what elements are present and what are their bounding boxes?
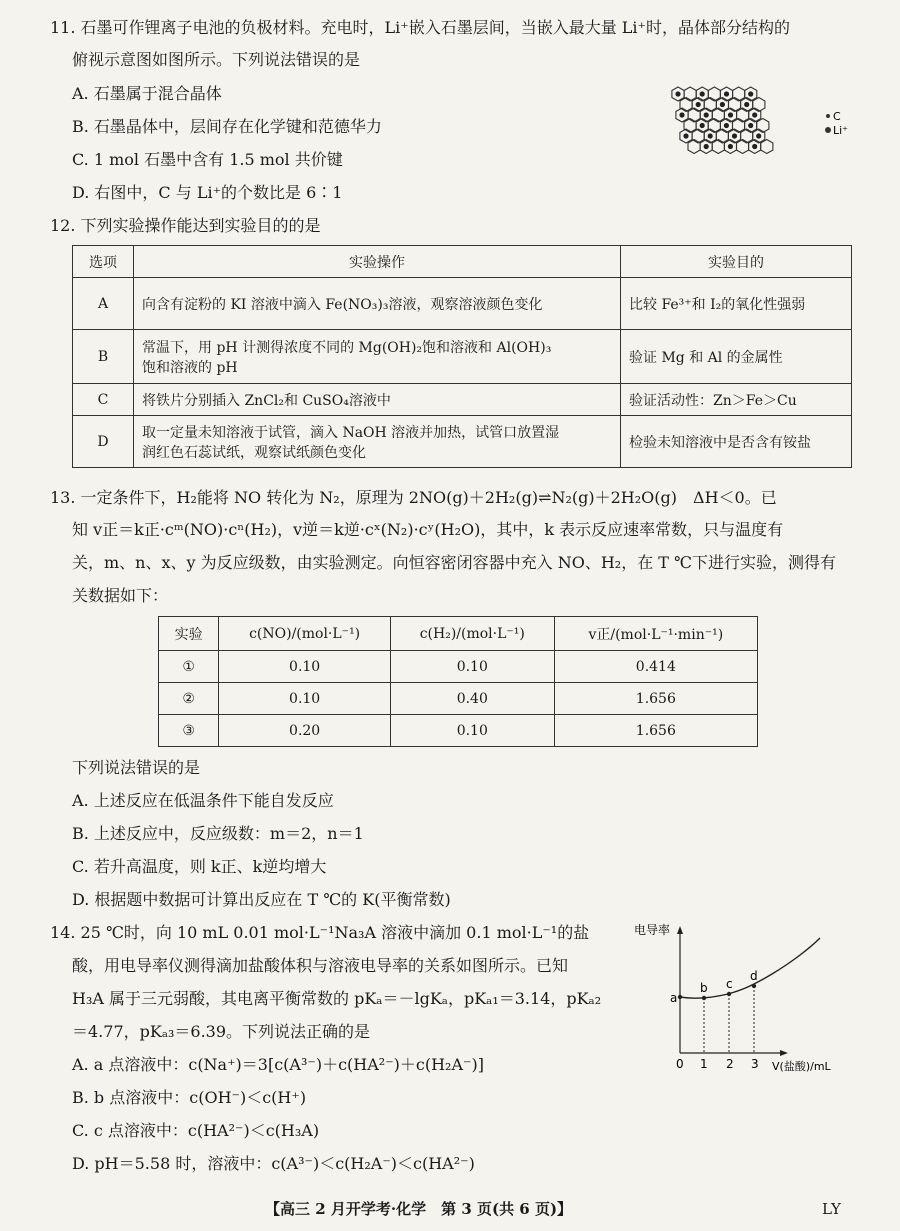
q14-option-d: D. pH＝5.58 时，溶液中：c(A³⁻)＜c(H₂A⁻)＜c(HA²⁻) [72,1154,475,1173]
q13-option-a: A. 上述反应在低温条件下能自发反应 [72,791,334,810]
q12-stem: 12. 下列实验操作能达到实验目的的是 [50,216,321,235]
x-tick-1: 1 [700,1057,708,1071]
q12-row-a-option: A [73,278,134,330]
q13-row-1-h2: 0.10 [390,651,554,683]
point-c-marker [727,992,731,996]
q12-header-goal: 实验目的 [621,246,852,278]
x-tick-2: 2 [726,1057,734,1071]
q13-row-2-no: 0.10 [219,683,391,715]
lithium-ion-dot [700,123,705,128]
q12-row-d-operation: 取一定量未知溶液于试管，滴入 NaOH 溶液并加热，试管口放置湿 [142,424,560,441]
lattice-hexagon [757,119,769,133]
lithium-ion-dot [708,133,713,138]
q13-header-no: c(NO)/(mol·L⁻¹) [219,617,391,651]
q12-row-d-operation-cell [134,416,621,468]
point-d-marker [752,984,756,988]
carbon-legend-dot [826,114,830,118]
q12-row-a [73,278,852,330]
lattice-hexagon [716,129,728,143]
q12-row-b [73,330,852,384]
lattice-hexagon [684,87,696,101]
q12-row-a-operation: 向含有淀粉的 KI 溶液中滴入 Fe(NO₃)₃溶液，观察溶液颜色变化 [134,278,621,330]
q11-option-b: B. 石墨晶体中，层间存在化学键和范德华力 [72,117,382,136]
q12-row-c-operation: 将铁片分别插入 ZnCl₂和 CuSO₄溶液中 [134,384,621,416]
q13-stem-line3: 关，m、n、x、y 为反应级数，由实验测定。向恒容密闭容器中充入 NO、H₂，在 T ℃下进行实验，测得有 [72,553,836,572]
q11-option-a: A. 石墨属于混合晶体 [72,84,222,103]
footer-code: LY [822,1200,841,1218]
lithium-ion-dot [748,123,753,128]
q13-option-d: D. 根据题中数据可计算出反应在 T ℃的 K(平衡常数) [72,890,451,909]
q13-header-exp: 实验 [159,617,219,651]
q13-row-2 [159,683,758,715]
lattice-hexagon [684,119,696,133]
point-a-marker [678,995,682,999]
lithium-ion-dot [756,133,761,138]
q13-row-3-rate: 1.656 [554,715,757,747]
lithium-ion-dot [720,102,725,107]
q13-row-1-id: ① [159,651,219,683]
q12-row-b-operation-cell [134,330,621,384]
q13-row-3-h2: 0.10 [390,715,554,747]
q12-row-c-goal: 验证活动性：Zn＞Fe＞Cu [621,384,852,416]
q14-stem-line2: 酸，用电导率仪测得滴加盐酸体积与溶液电导率的关系如图所示。已知 [72,956,569,975]
lattice-hexagon [704,98,716,112]
q13-option-b: B. 上述反应中，反应级数：m＝2，n＝1 [72,824,364,843]
q14-stem-line4: ＝4.77，pKₐ₃＝6.39。下列说法正确的是 [72,1022,371,1041]
q13-row-2-id: ② [159,683,219,715]
q13-row-3-id: ③ [159,715,219,747]
q13-header-rate: v正/(mol·L⁻¹·min⁻¹) [554,617,757,651]
lithium-ion-dot [679,112,684,117]
q13-stem-line2: 知 v正＝k正·cᵐ(NO)·cⁿ(H₂)，v逆＝k逆·cˣ(N₂)·cʸ(H₂O)，其中，k 表示反应速率常数，只与温度有 [72,520,784,539]
q12-row-b-operation: 常温下，用 pH 计测得浓度不同的 Mg(OH)₂饱和溶液和 Al(OH)₃ [142,339,552,356]
lithium-ion-dot [744,102,749,107]
q12-row-d [73,416,852,468]
lithium-ion-dot [724,123,729,128]
q11-stem-line2: 俯视示意图如图所示。下列说法错误的是 [72,50,361,69]
lithium-ion-dot [748,91,753,96]
lattice-hexagon [680,98,692,112]
lattice-hexagon [708,119,720,133]
q14-stem-line1: 14. 25 ℃时，向 10 mL 0.01 mol·L⁻¹Na₃A 溶液中滴加 0.1 mol·L⁻¹的盐 [50,923,590,942]
conductivity-curve-figure [632,918,862,1078]
lithium-legend-label: Li⁺ [833,124,848,137]
q13-row-3 [159,715,758,747]
lithium-ion-dot [752,144,757,149]
lattice-hexagon [712,140,724,154]
q13-row-2-rate: 1.656 [554,683,757,715]
q11-stem-line1: 11. 石墨可作锂离子电池的负极材料。充电时，Li⁺嵌入石墨层间，当嵌入最大量 Li⁺时，晶体部分结构的 [50,18,790,37]
lithium-ion-dot [728,112,733,117]
point-d-label: d [750,969,758,983]
lithium-legend-dot [825,127,831,133]
q12-row-d-goal: 检验未知溶液中是否含有铵盐 [621,416,852,468]
lattice-hexagon [761,140,773,154]
lattice-hexagon [753,98,765,112]
lithium-ion-dot [683,133,688,138]
q12-row-b-goal: 验证 Mg 和 Al 的金属性 [621,330,852,384]
q12-row-b-option: B [73,330,134,384]
lithium-ion-dot [696,102,701,107]
q12-header-option: 选项 [73,246,134,278]
q13-data-table [158,616,758,747]
lattice-hexagon [737,140,749,154]
x-axis-arrow [780,1050,788,1056]
y-axis-label: 电导率 [634,923,671,937]
lithium-ion-dot [752,112,757,117]
lattice-hexagon [688,108,700,122]
q12-row-c [73,384,852,416]
q13-row-3-no: 0.20 [219,715,391,747]
point-a-label: a [670,991,678,1005]
x-axis-label: V(盐酸)/mL [772,1060,831,1073]
q11-option-d: D. 右图中，C 与 Li⁺的个数比是 6∶1 [72,183,343,202]
q14-option-a: A. a 点溶液中：c(Na⁺)＝3[c(A³⁻)＋c(HA²⁻)＋c(H₂A⁻)] [72,1055,484,1074]
q12-row-d-operation-cont: 润红色石蕊试纸，观察试纸颜色变化 [142,444,366,461]
lattice-hexagon [737,108,749,122]
q13-row-1-no: 0.10 [219,651,391,683]
lithium-ion-dot [732,133,737,138]
lattice-hexagon [729,98,741,112]
lattice-hexagon [692,129,704,143]
q13-row-2-h2: 0.40 [390,683,554,715]
q12-header-operation: 实验操作 [134,246,621,278]
q13-row-1-rate: 0.414 [554,651,757,683]
q13-row-1 [159,651,758,683]
lattice-hexagon [688,140,700,154]
lithium-ion-dot [700,91,705,96]
point-c-label: c [726,977,733,991]
q13-stem-line4: 关数据如下： [72,586,169,605]
lithium-ion-dot [724,91,729,96]
q14-stem-line3: H₃A 属于三元弱酸，其电离平衡常数的 pKₐ＝－lgKₐ，pKₐ₁＝3.14，pKₐ₂ [72,989,602,1008]
q11-option-c: C. 1 mol 石墨中含有 1.5 mol 共价键 [72,150,343,169]
lithium-ion-dot [704,112,709,117]
q13-option-c: C. 若升高温度，则 k正、k逆均增大 [72,857,327,876]
lattice-hexagon [733,87,745,101]
graphite-lattice-figure [660,80,860,200]
lithium-ion-dot [675,91,680,96]
q13-ask: 下列说法错误的是 [72,758,201,777]
q14-option-c: C. c 点溶液中：c(HA²⁻)＜c(H₃A) [72,1121,320,1140]
x-tick-3: 3 [751,1057,759,1071]
lithium-ion-dot [704,144,709,149]
q12-row-a-goal: 比较 Fe³⁺和 I₂的氧化性强弱 [621,278,852,330]
carbon-legend-label: C [833,110,841,123]
q12-experiment-table [72,245,852,468]
q14-option-b: B. b 点溶液中：c(OH⁻)＜c(H⁺) [72,1088,307,1107]
q12-row-d-option: D [73,416,134,468]
q12-row-b-operation-cont: 饱和溶液的 pH [142,359,238,376]
point-b-label: b [700,981,708,995]
y-axis-arrow [677,926,683,934]
lithium-ion-dot [728,144,733,149]
point-b-marker [702,996,706,1000]
footer-title: 【高三 2 月开学考·化学 第 3 页(共 6 页)】 [265,1200,573,1218]
lattice-hexagon [712,108,724,122]
q12-row-c-option: C [73,384,134,416]
q13-header-h2: c(H₂)/(mol·L⁻¹) [390,617,554,651]
x-tick-0: 0 [676,1057,684,1071]
q13-stem-line1: 13. 一定条件下，H₂能将 NO 转化为 N₂，原理为 2NO(g)＋2H₂(g)⇌N₂(g)＋2H₂O(g) ΔH＜0。已 [50,488,777,507]
lattice-hexagon [708,87,720,101]
lattice-hexagon [733,119,745,133]
lattice-hexagon [741,129,753,143]
